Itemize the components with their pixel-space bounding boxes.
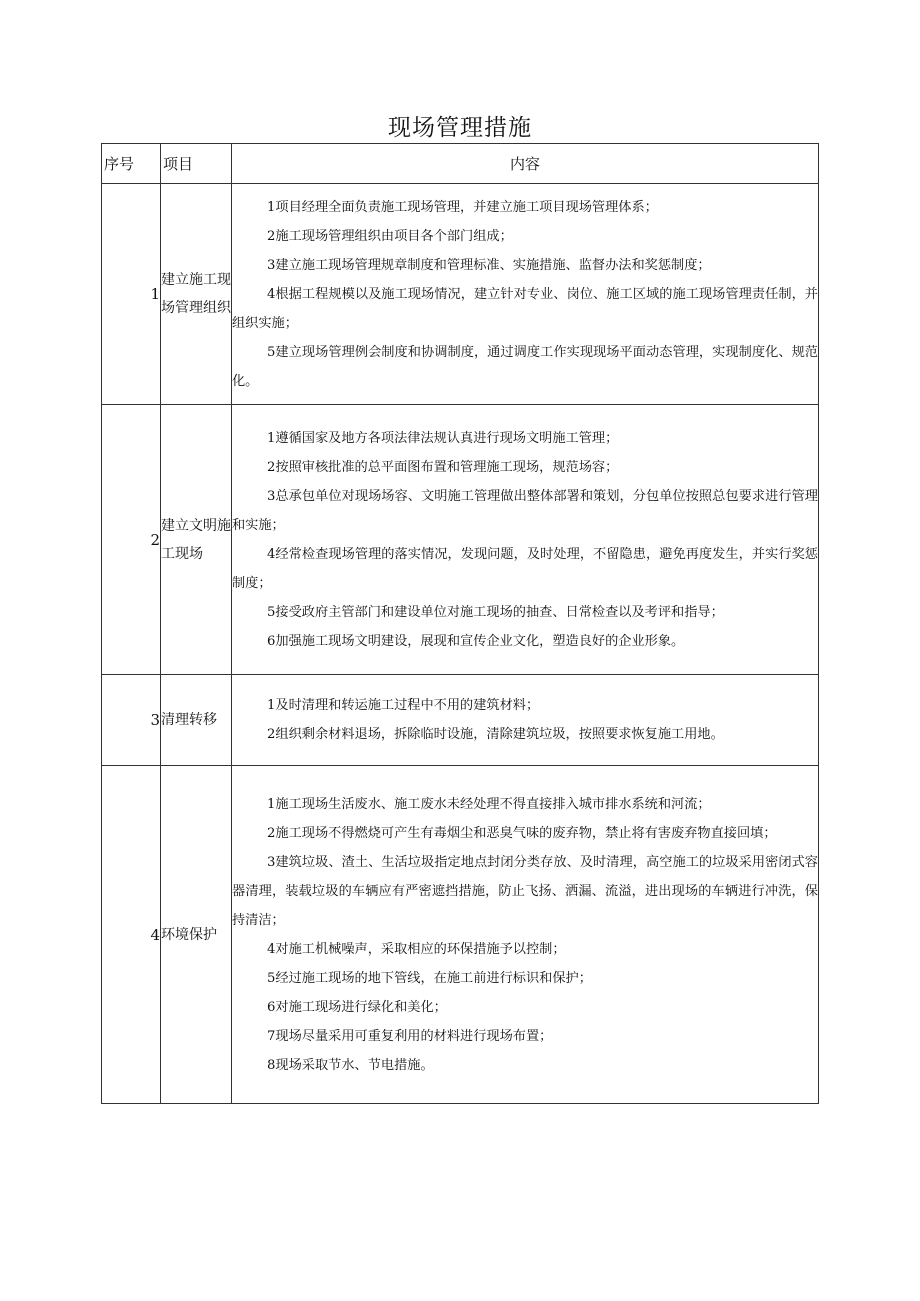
row-content xyxy=(232,184,819,405)
content-paragraph: 2施工现场不得燃烧可产生有毒烟尘和恶臭气味的废弃物，禁止将有害废弃物直接回填； xyxy=(267,825,777,841)
row-item: 清理转移 xyxy=(161,675,232,766)
content-paragraph: 6对施工现场进行绿化和美化； xyxy=(267,999,447,1015)
content-paragraph: 8现场采取节水、节电措施。 xyxy=(267,1057,434,1073)
header-content: 内容 xyxy=(232,144,819,184)
row-item: 建立施工现场管理组织 xyxy=(161,184,232,405)
row-number: 4 xyxy=(102,766,161,1104)
row-content xyxy=(232,405,819,675)
content-paragraph: 2按照审核批准的总平面图布置和管理施工现场，规范场容； xyxy=(267,459,619,475)
header-item: 项目 xyxy=(161,144,232,184)
row-number: 2 xyxy=(102,405,161,675)
table-row xyxy=(102,184,819,405)
content-paragraph: 3建立施工现场管理规章制度和管理标准、实施措施、监督办法和奖惩制度； xyxy=(267,257,711,273)
row-number: 3 xyxy=(102,675,161,766)
content-paragraph: 4经常检查现场管理的落实情况，发现问题，及时处理，不留隐患，避免再度发生，并实行奖惩制度； xyxy=(232,546,818,591)
content-paragraph: 7现场尽量采用可重复利用的材料进行现场布置； xyxy=(267,1028,553,1044)
header-no: 序号 xyxy=(102,144,161,184)
content-paragraph: 1项目经理全面负责施工现场管理，并建立施工项目现场管理体系； xyxy=(267,199,658,215)
content-paragraph: 5经过施工现场的地下管线，在施工前进行标识和保护； xyxy=(267,970,592,986)
page-title: 现场管理措施 xyxy=(388,115,532,141)
table-header-row xyxy=(102,144,819,184)
content-paragraph: 4根据工程规模以及施工现场情况，建立针对专业、岗位、施工区域的施工现场管理责任制，并组织实施； xyxy=(232,286,818,331)
content-paragraph: 1施工现场生活废水、施工废水未经处理不得直接排入城市排水系统和河流； xyxy=(267,796,711,812)
row-item: 建立文明施工现场 xyxy=(161,405,232,675)
content-paragraph: 2组织剩余材料退场，拆除临时设施，清除建筑垃圾，按照要求恢复施工用地。 xyxy=(267,727,724,742)
content-paragraph: 6加强施工现场文明建设，展现和宣传企业文化，塑造良好的企业形象。 xyxy=(267,633,685,649)
content-paragraph: 1及时清理和转运施工过程中不用的建筑材料； xyxy=(267,698,540,713)
content-paragraph: 1遵循国家及地方各项法律法规认真进行现场文明施工管理； xyxy=(267,430,619,446)
content-paragraph: 3总承包单位对现场场容、文明施工管理做出整体部署和策划，分包单位按照总包要求进行管理和实施； xyxy=(232,488,818,533)
row-content xyxy=(232,675,819,766)
table-row xyxy=(102,766,819,1104)
row-number: 1 xyxy=(102,184,161,405)
content-paragraph: 3建筑垃圾、渣土、生活垃圾指定地点封闭分类存放、及时清理，高空施工的垃圾采用密闭式容器清理，装载垃圾的车辆应有严密遮挡措施，防止飞扬、洒漏、流溢，进出现场的车辆进行冲洗，保持清洁； xyxy=(232,854,818,928)
content-paragraph: 5接受政府主管部门和建设单位对施工现场的抽查、日常检查以及考评和指导； xyxy=(267,604,724,620)
measures-table xyxy=(101,143,819,1104)
table-row xyxy=(102,675,819,766)
content-paragraph: 4对施工机械噪声，采取相应的环保措施予以控制； xyxy=(267,941,566,957)
row-item: 环境保护 xyxy=(161,766,232,1104)
content-paragraph: 5建立现场管理例会制度和协调制度，通过调度工作实现现场平面动态管理，实现制度化、规范化。 xyxy=(232,344,818,389)
row-content xyxy=(232,766,819,1104)
table-row xyxy=(102,405,819,675)
content-paragraph: 2施工现场管理组织由项目各个部门组成； xyxy=(267,228,513,244)
